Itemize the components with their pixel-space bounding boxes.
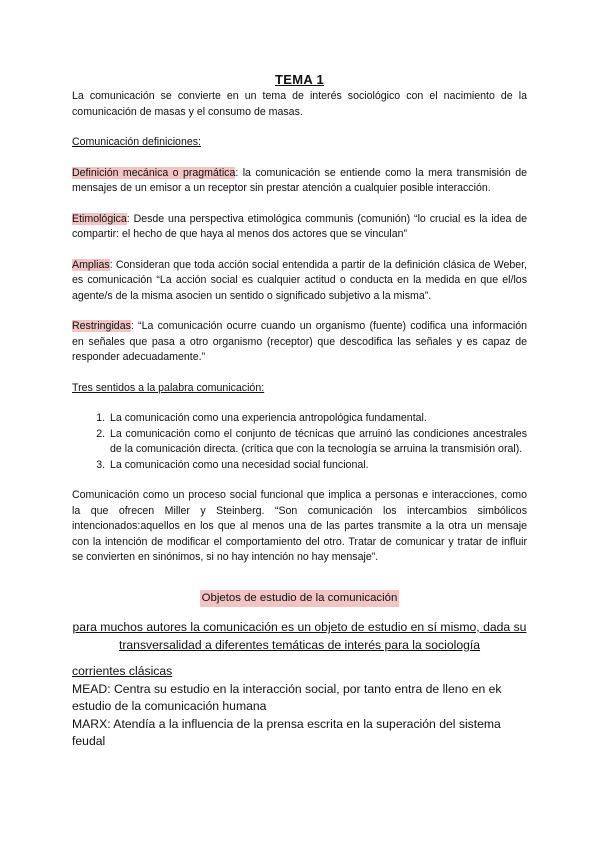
definition-text: : Consideran que toda acción social entendida a partir de la definición clásica de Weber, es comunicación “La acción social es cualquier actitud o conducta en la medida en que el/los agente/s de la misma asocien un sentido o significado subjetivo a la misma”. <box>72 258 527 302</box>
objects-heading: Objetos de estudio de la comunicación <box>200 590 400 608</box>
definition-restringidas <box>72 319 527 366</box>
senses-heading: Tres sentidos a la palabra comunicación: <box>72 381 265 394</box>
objects-heading-wrap <box>72 590 527 608</box>
list-item: 2. La comunicación como el conjunto de técnicas que arruinó las condiciones ancestrales de la comunicación directa. (crítica que con la tecnología se arruina la transmisión oral). <box>108 427 527 458</box>
intro-paragraph: La comunicación se convierte en un tema de interés sociológico con el nacimiento de la comunicación de masas y el consumo de masas. <box>72 90 527 118</box>
definition-term: Definición mecánica o pragmática <box>72 166 236 179</box>
definitions-heading: Comunicación definiciones: <box>72 136 201 148</box>
definition-etimologica <box>72 212 527 243</box>
definition-term: Etimológica <box>72 212 127 225</box>
list-item: 3. La comunicación como una necesidad social funcional. <box>108 458 527 474</box>
document-page <box>72 72 527 751</box>
definition-text: : Desde una perspectiva etimológica communis (comunión) “lo crucial es la idea de compartir: el hecho de que haya al menos dos actores que se vinculan” <box>72 212 527 240</box>
definition-text: : “La comunicación ocurre cuando un organismo (fuente) codifica una información en señales que pasa a otro organismo (receptor) que descodifica las señales y es capaz de responder adecuadamente.” <box>72 320 527 363</box>
definition-amplias <box>72 258 527 305</box>
definition-term: Restringidas <box>72 320 131 332</box>
definition-text: : la comunicación se entiende como la mera transmisión de mensajes de un emisor a un receptor sin prestar atención a cualquier posible interacción. <box>72 166 527 194</box>
definition-term: Amplias <box>72 258 110 271</box>
page-title: TEMA 1 <box>275 72 324 87</box>
list-item: 1. La comunicación como una experiencia antropológica fundamental. <box>108 411 527 427</box>
objects-subtitle: para muchos autores la comunicación es un objeto de estudio en sí mismo, dada su transversalidad a diferentes temáticas de interés para la sociología <box>72 620 527 652</box>
classics-heading: corrientes clásicas <box>72 664 173 678</box>
senses-list <box>72 411 527 473</box>
definition-mecanica <box>72 166 527 197</box>
marx-paragraph: MARX: Atendía a la influencia de la prensa escrita en la superación del sistema feudal <box>72 716 501 748</box>
mead-paragraph: MEAD: Centra su estudio en la interacción social, por tanto entra de lleno en ek estudio de la comunicación humana <box>72 681 502 713</box>
process-paragraph: Comunicación como un proceso social funcional que implica a personas e interacciones, como la que ofrecen Miller y Steinberg. “Son comunicación los intercambios simbólicos intencionados:aquellos en los que al menos una de las partes transmite a la otra un mensaje con la intención de modificar el comportamiento del otro. Tratar de comunicar y tratar de influir se convierten en sinónimos, si no hay intención no hay mensaje”. <box>72 489 527 563</box>
